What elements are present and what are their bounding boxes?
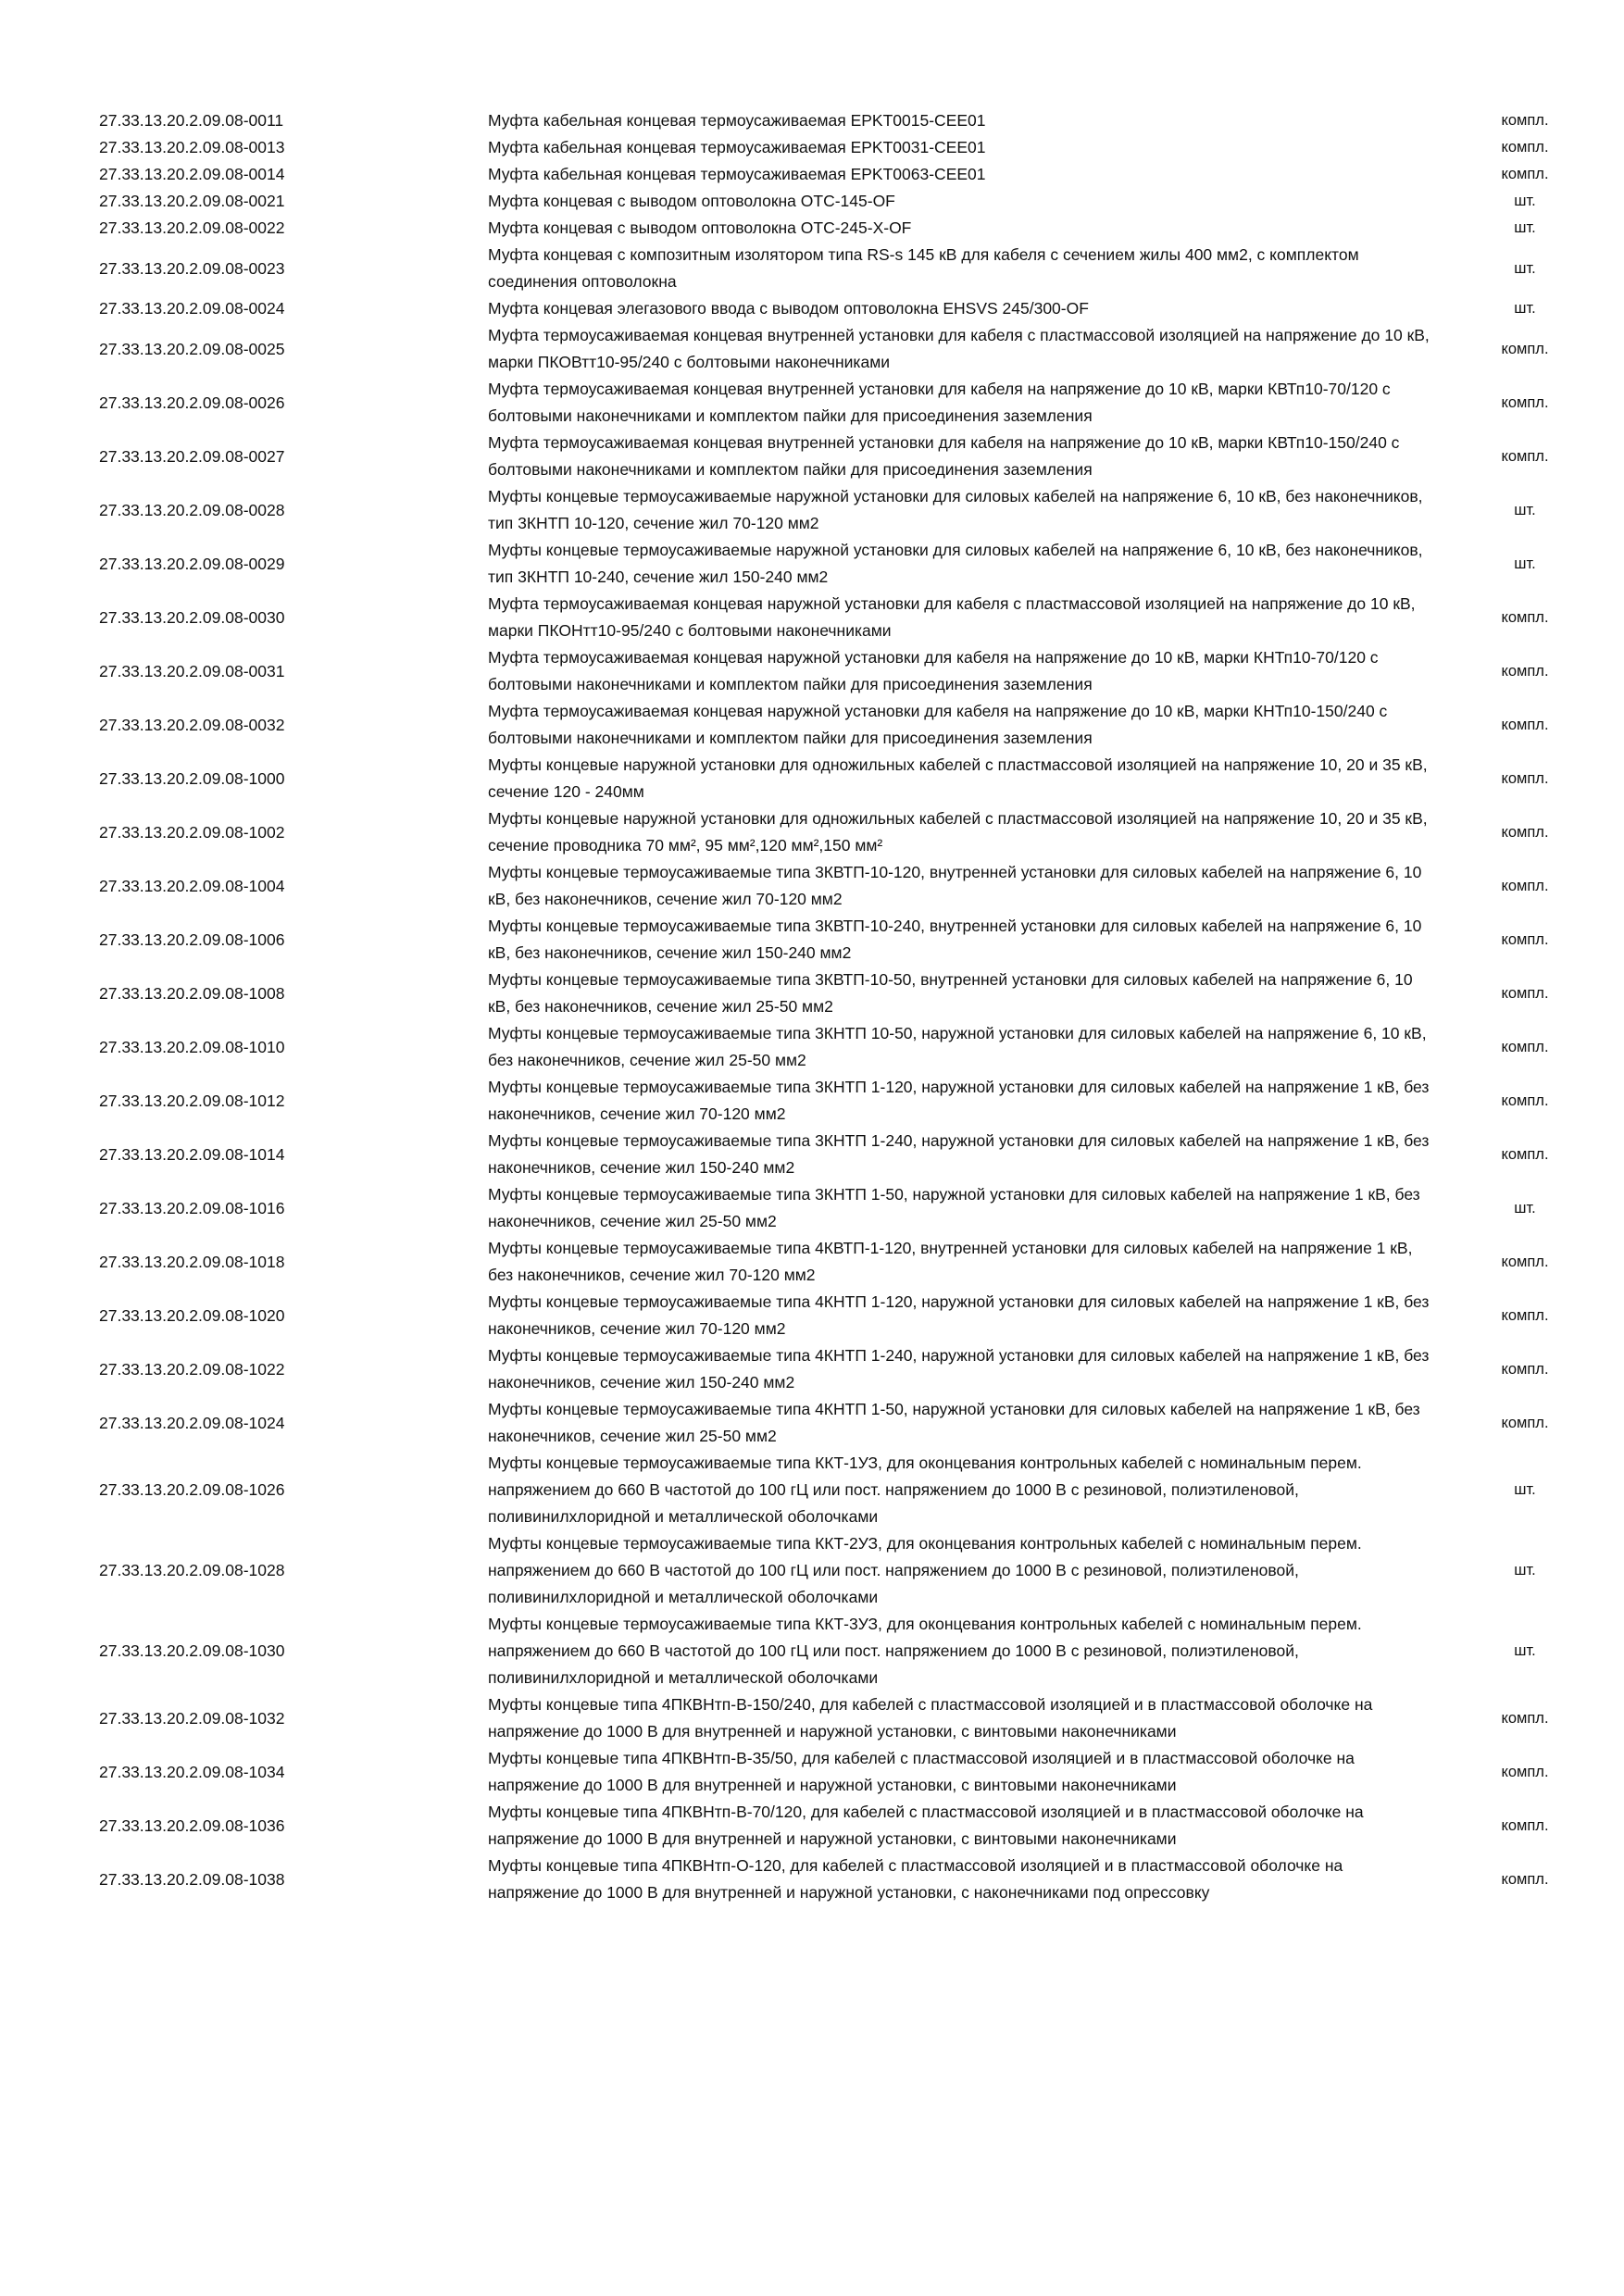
row-code: 27.33.13.20.2.09.08-0026 [99,393,285,412]
row-unit: компл. [1501,1709,1549,1727]
table-row [99,295,1599,322]
row-unit: шт. [1514,219,1536,236]
row-code: 27.33.13.20.2.09.08-1018 [99,1252,285,1271]
row-name: Муфты концевые термоусаживаемые наружной установки для силовых кабелей на напряжение 6, 10 кВ, без наконечников, тип 3КНТП 10-240, сечение жил 150-240 мм2 [488,541,1423,586]
row-unit: компл. [1501,608,1549,626]
table-row [99,107,1599,134]
row-code: 27.33.13.20.2.09.08-0022 [99,218,285,237]
row-unit: шт. [1514,1642,1536,1659]
catalog-table [99,107,1599,1906]
row-code: 27.33.13.20.2.09.08-1038 [99,1869,285,1889]
row-unit: шт. [1514,501,1536,518]
row-name: Муфты концевые термоусаживаемые типа ККТ-2УЗ, для оконцевания контрольных кабелей с номинальным перем. напряжением до 660 В частотой до 100 гЦ или пост. напряжением до 1000 В с резиновой, полиэтиленовой, поливинилхлоридной и металлической оболочками [488,1534,1362,1606]
row-unit: компл. [1501,1306,1549,1324]
row-unit: компл. [1501,769,1549,787]
table-row [99,483,1599,537]
row-name: Муфта кабельная концевая термоусаживаемая EPKT0015-CEE01 [488,111,986,130]
row-unit: шт. [1514,193,1536,209]
row-name: Муфта термоусаживаемая концевая внутренней установки для кабеля с пластмассовой изоляцией на напряжение до 10 кВ, марки ПКОВтт10-95/240 с болтовыми наконечниками [488,326,1430,371]
row-unit: компл. [1501,1870,1549,1888]
row-code: 27.33.13.20.2.09.08-0028 [99,500,285,519]
row-code: 27.33.13.20.2.09.08-0024 [99,299,285,318]
table-row [99,913,1599,967]
row-name: Муфты концевые наружной установки для одножильных кабелей с пластмассовой изоляцией на напряжение 10, 20 и 35 кВ, сечение 120 - 240мм [488,755,1428,801]
row-name: Муфты концевые термоусаживаемые наружной установки для силовых кабелей на напряжение 6, 10 кВ, без наконечников, тип 3КНТП 10-120, сечение жил 70-120 мм2 [488,487,1423,532]
row-unit: компл. [1501,1414,1549,1431]
row-name: Муфта кабельная концевая термоусаживаемая EPKT0063-CEE01 [488,165,986,183]
row-code: 27.33.13.20.2.09.08-0013 [99,138,285,156]
row-code: 27.33.13.20.2.09.08-0023 [99,258,285,278]
table-row [99,1020,1599,1074]
row-code: 27.33.13.20.2.09.08-1032 [99,1708,285,1728]
row-unit: компл. [1501,930,1549,948]
table-row [99,1181,1599,1235]
row-name: Муфты концевые наружной установки для одножильных кабелей с пластмассовой изоляцией на напряжение 10, 20 и 35 кВ, сечение проводника 70 мм², 95 мм²,120 мм²,150 мм² [488,809,1428,855]
table-row [99,161,1599,188]
row-code: 27.33.13.20.2.09.08-1036 [99,1816,285,1835]
table-row [99,1128,1599,1181]
row-code: 27.33.13.20.2.09.08-0025 [99,339,285,358]
row-code: 27.33.13.20.2.09.08-1028 [99,1561,285,1579]
table-row [99,752,1599,805]
row-unit: компл. [1501,1763,1549,1780]
table-row [99,1530,1599,1611]
row-code: 27.33.13.20.2.09.08-1010 [99,1037,285,1056]
row-name: Муфта термоусаживаемая концевая наружной установки для кабеля на напряжение до 10 кВ, марки КНТп10-150/240 с болтовыми наконечниками и комплектом пайки для присоединения заземления [488,702,1388,747]
row-code: 27.33.13.20.2.09.08-0027 [99,446,285,466]
row-unit: компл. [1501,1145,1549,1163]
row-name: Муфты концевые типа 4ПКВНтп-В-70/120, для кабелей с пластмассовой изоляцией и в пластмассовой оболочке на напряжение до 1000 В для внутренней и наружной установки, с винтовыми наконечниками [488,1803,1364,1848]
table-row [99,859,1599,913]
row-code: 27.33.13.20.2.09.08-1034 [99,1762,285,1781]
row-unit: шт. [1514,1562,1536,1578]
table-row [99,1342,1599,1396]
row-name: Муфты концевые термоусаживаемые типа 3КНТП 1-120, наружной установки для силовых кабелей на напряжение 1 кВ, без наконечников, сечение жил 70-120 мм2 [488,1078,1430,1123]
row-unit: компл. [1501,340,1549,357]
row-unit: компл. [1501,447,1549,465]
table-row [99,430,1599,483]
row-name: Муфты концевые типа 4ПКВНтп-В-35/50, для кабелей с пластмассовой изоляцией и в пластмассовой оболочке на напряжение до 1000 В для внутренней и наружной установки, с винтовыми наконечниками [488,1749,1355,1794]
row-code: 27.33.13.20.2.09.08-0030 [99,607,285,627]
row-unit: компл. [1501,1092,1549,1109]
row-name: Муфта термоусаживаемая концевая внутренней установки для кабеля на напряжение до 10 кВ, марки КВТп10-70/120 с болтовыми наконечниками и комплектом пайки для присоединения заземления [488,380,1391,425]
row-code: 27.33.13.20.2.09.08-1012 [99,1091,285,1110]
row-code: 27.33.13.20.2.09.08-1020 [99,1305,285,1325]
row-unit: компл. [1501,877,1549,894]
table-row [99,1611,1599,1691]
row-name: Муфты концевые термоусаживаемые типа 3КНТП 1-50, наружной установки для силовых кабелей на напряжение 1 кВ, без наконечников, сечение жил 25-50 мм2 [488,1185,1420,1230]
row-name: Муфта концевая с выводом оптоволокна ОТС-245-X-OF [488,218,912,237]
row-name: Муфты концевые термоусаживаемые типа 3КВТП-10-240, внутренней установки для силовых кабелей на напряжение 6, 10 кВ, без наконечников, сечение жил 150-240 мм2 [488,917,1422,962]
row-name: Муфта термоусаживаемая концевая наружной установки для кабеля с пластмассовой изоляцией на напряжение до 10 кВ, марки ПКОНтт10-95/240 с болтовыми наконечниками [488,594,1416,640]
row-unit: компл. [1501,112,1549,129]
row-unit: компл. [1501,716,1549,733]
row-code: 27.33.13.20.2.09.08-1000 [99,768,285,788]
row-code: 27.33.13.20.2.09.08-1004 [99,876,285,895]
row-unit: компл. [1501,1360,1549,1378]
row-code: 27.33.13.20.2.09.08-0029 [99,554,285,573]
row-name: Муфты концевые термоусаживаемые типа 3КВТП-10-50, внутренней установки для силовых кабелей на напряжение 6, 10 кВ, без наконечников, сечение жил 25-50 мм2 [488,970,1413,1016]
row-name: Муфта термоусаживаемая концевая внутренней установки для кабеля на напряжение до 10 кВ, марки КВТп10-150/240 с болтовыми наконечниками и комплектом пайки для присоединения заземления [488,433,1400,479]
table-row [99,242,1599,295]
row-code: 27.33.13.20.2.09.08-1024 [99,1413,285,1432]
row-code: 27.33.13.20.2.09.08-1016 [99,1198,285,1217]
table-row [99,591,1599,644]
table-row [99,967,1599,1020]
row-code: 27.33.13.20.2.09.08-1002 [99,822,285,842]
row-name: Муфты концевые термоусаживаемые типа 3КНТП 1-240, наружной установки для силовых кабелей на напряжение 1 кВ, без наконечников, сечение жил 150-240 мм2 [488,1131,1430,1177]
table-row [99,537,1599,591]
row-name: Муфты концевые термоусаживаемые типа 4КНТП 1-50, наружной установки для силовых кабелей на напряжение 1 кВ, без наконечников, сечение жил 25-50 мм2 [488,1400,1420,1445]
row-name: Муфта концевая с композитным изолятором типа RS-s 145 кВ для кабеля с сечением жилы 400 мм2, с комплектом соединения оптоволокна [488,245,1359,291]
row-name: Муфты концевые термоусаживаемые типа ККТ-1УЗ, для оконцевания контрольных кабелей с номинальным перем. напряжением до 660 В частотой до 100 гЦ или пост. напряжением до 1000 В с резиновой, полиэтиленовой, поливинилхлоридной и металлической оболочками [488,1454,1362,1526]
row-unit: шт. [1514,555,1536,572]
table-row [99,698,1599,752]
row-unit: компл. [1501,984,1549,1002]
row-name: Муфты концевые термоусаживаемые типа ККТ-3УЗ, для оконцевания контрольных кабелей с номинальным перем. напряжением до 660 В частотой до 100 гЦ или пост. напряжением до 1000 В с резиновой, полиэтиленовой, поливинилхлоридной и металлической оболочками [488,1615,1362,1687]
row-code: 27.33.13.20.2.09.08-0021 [99,192,285,210]
table-row [99,1235,1599,1289]
row-code: 27.33.13.20.2.09.08-0014 [99,165,285,183]
row-name: Муфта кабельная концевая термоусаживаемая EPKT0031-CEE01 [488,138,986,156]
table-row [99,805,1599,859]
row-unit: компл. [1501,1816,1549,1834]
row-unit: компл. [1501,1038,1549,1055]
table-row [99,134,1599,161]
row-unit: компл. [1501,139,1549,156]
table-row [99,1289,1599,1342]
row-unit: шт. [1514,259,1536,277]
row-unit: компл. [1501,1253,1549,1270]
row-code: 27.33.13.20.2.09.08-1006 [99,930,285,949]
row-code: 27.33.13.20.2.09.08-1014 [99,1144,285,1164]
row-name: Муфты концевые типа 4ПКВНтп-О-120, для кабелей с пластмассовой изоляцией и в пластмассовой оболочке на напряжение до 1000 В для внутренней и наружной установки, с наконечниками под опрессовку [488,1856,1343,1902]
row-unit: компл. [1501,393,1549,411]
row-unit: шт. [1514,300,1536,317]
table-row [99,1396,1599,1450]
row-code: 27.33.13.20.2.09.08-0031 [99,661,285,680]
row-unit: шт. [1514,1199,1536,1217]
row-name: Муфты концевые термоусаживаемые типа 3КВТП-10-120, внутренней установки для силовых кабелей на напряжение 6, 10 кВ, без наконечников, сечение жил 70-120 мм2 [488,863,1422,908]
row-name: Муфта концевая с выводом оптоволокна ОТС-145-OF [488,192,895,210]
row-name: Муфты концевые типа 4ПКВНтп-В-150/240, для кабелей с пластмассовой изоляцией и в пластмассовой оболочке на напряжение до 1000 В для внутренней и наружной установки, с винтовыми наконечниками [488,1695,1373,1741]
table-row [99,644,1599,698]
row-name: Муфты концевые термоусаживаемые типа 3КНТП 10-50, наружной установки для силовых кабелей на напряжение 6, 10 кВ, без наконечников, сечение жил 25-50 мм2 [488,1024,1427,1069]
table-row [99,1799,1599,1853]
row-name: Муфта термоусаживаемая концевая наружной установки для кабеля на напряжение до 10 кВ, марки КНТп10-70/120 с болтовыми наконечниками и комплектом пайки для присоединения заземления [488,648,1379,693]
row-name: Муфты концевые термоусаживаемые типа 4КВТП-1-120, внутренней установки для силовых кабелей на напряжение 1 кВ, без наконечников, сечение жил 70-120 мм2 [488,1239,1413,1284]
row-name: Муфта концевая элегазового ввода с выводом оптоволокна EHSVS 245/300-OF [488,299,1089,318]
table-row [99,215,1599,242]
table-row [99,322,1599,376]
row-unit: компл. [1501,823,1549,841]
row-unit: компл. [1501,662,1549,680]
row-code: 27.33.13.20.2.09.08-1008 [99,983,285,1003]
row-unit: шт. [1514,1481,1536,1498]
row-name: Муфты концевые термоусаживаемые типа 4КНТП 1-120, наружной установки для силовых кабелей на напряжение 1 кВ, без наконечников, сечение жил 70-120 мм2 [488,1292,1430,1338]
row-unit: компл. [1501,166,1549,182]
row-code: 27.33.13.20.2.09.08-1026 [99,1480,285,1499]
row-name: Муфты концевые термоусаживаемые типа 4КНТП 1-240, наружной установки для силовых кабелей на напряжение 1 кВ, без наконечников, сечение жил 150-240 мм2 [488,1346,1430,1391]
row-code: 27.33.13.20.2.09.08-1022 [99,1359,285,1379]
table-row [99,1450,1599,1530]
table-row [99,1745,1599,1799]
row-code: 27.33.13.20.2.09.08-0011 [99,111,284,130]
table-row [99,1691,1599,1745]
row-code: 27.33.13.20.2.09.08-1030 [99,1641,285,1660]
table-row [99,376,1599,430]
table-row [99,1074,1599,1128]
row-code: 27.33.13.20.2.09.08-0032 [99,715,285,734]
table-row [99,1853,1599,1906]
table-row [99,188,1599,215]
